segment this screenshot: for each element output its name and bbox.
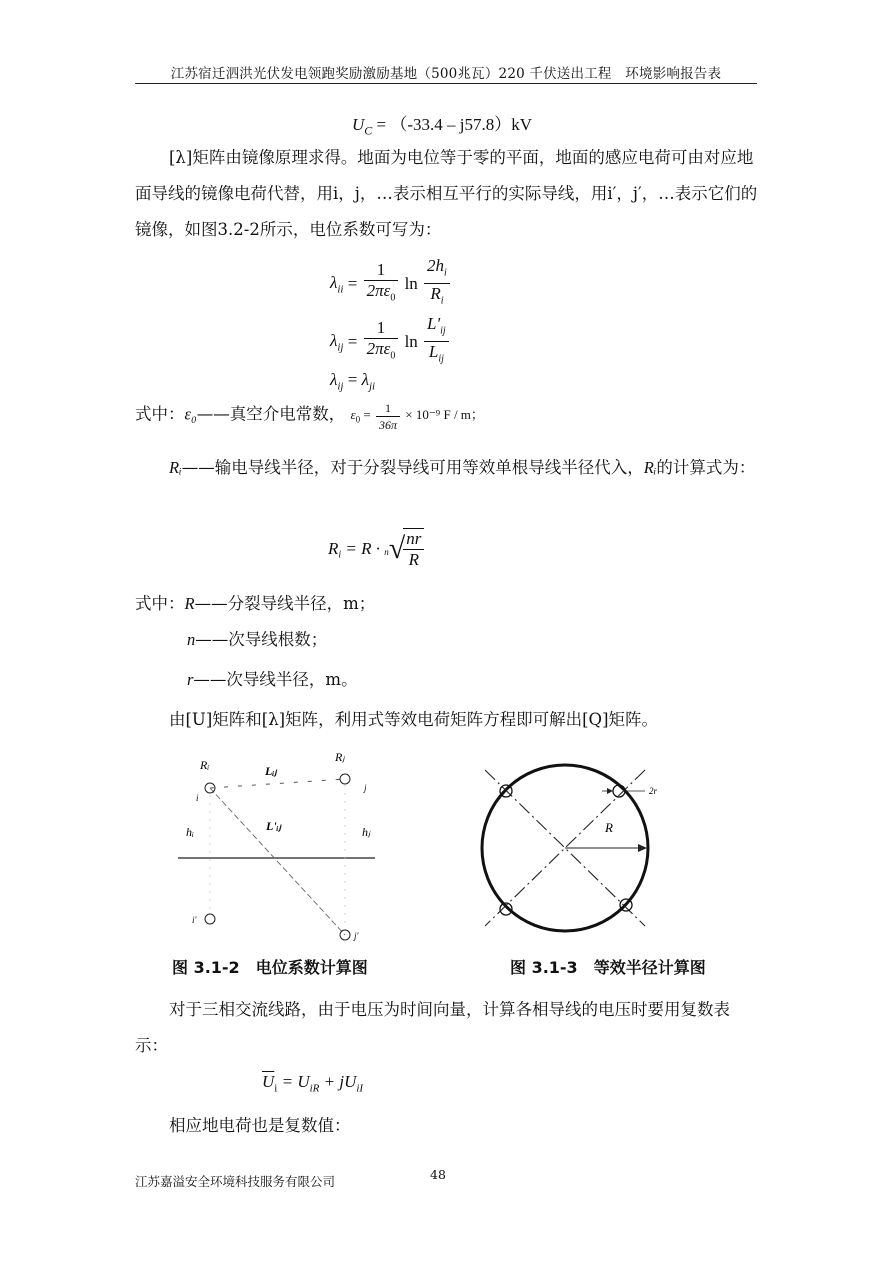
epsilon-prefix: 式中： <box>135 404 185 424</box>
page-number: 48 <box>430 1167 446 1182</box>
epsilon-den: 36π <box>378 418 397 432</box>
fig1-label-lij-prime: L'ᵢⱼ <box>266 819 281 833</box>
lambda-ij-num: 1 <box>364 318 399 339</box>
fig1-label-rj: Rⱼ <box>335 750 345 764</box>
epsilon-desc: ——真空介电常数， <box>196 404 346 424</box>
n-symbol: n <box>187 630 196 649</box>
paragraph-charge: 相应地电荷也是复数值： <box>169 1116 351 1135</box>
ui-plus: + jU <box>323 1072 357 1091</box>
lambda-ij-log-num: L' <box>427 314 441 333</box>
fig1-label-hj: hⱼ <box>362 825 371 839</box>
fig2-label-2r: 2r <box>649 786 658 796</box>
figure-1-caption: 图 3.1-2 电位系数计算图 <box>172 958 368 977</box>
ui-i-sub: iI <box>356 1082 364 1095</box>
ri-symbol-2: Rᵢ <box>643 458 657 477</box>
page-header-title: 江苏宿迁泗洪光伏发电领跑奖励激励基地（500兆瓦）220 千伏送出工程 环境影响报告表 <box>170 66 722 82</box>
equation-lambda-ii: $\lambda_{ii}$ = $\frac{1}{2\pi\varepsilon_0}$ ln $\frac{2h_i}{R_i}$ <box>330 256 452 304</box>
n-desc: ——次导线根数； <box>195 630 328 649</box>
paragraph-ri <box>135 450 759 486</box>
header-rule <box>135 83 757 84</box>
footer-company: 江苏嘉溢安全环境科技服务有限公司 <box>135 1174 336 1189</box>
r-small-symbol: r <box>187 670 194 689</box>
ri-tail: 的计算式为： <box>656 458 756 477</box>
lambda-ij-log-den: L <box>428 342 439 362</box>
paragraph-epsilon: 式中：ε₀——真空介电常数， $\varepsilon_0$ = $\frac{1}{36\pi}$ × 10⁻⁹ F / m； <box>135 401 484 432</box>
figure-equivalent-radius <box>475 758 675 938</box>
paragraph-n <box>187 622 811 658</box>
fig1-label-j-prime: j' <box>354 931 359 941</box>
ri-root-den: R <box>408 550 419 569</box>
r-small-desc: ——次导线半径，m。 <box>193 670 358 689</box>
fig1-label-hi: hᵢ <box>186 825 194 839</box>
epsilon-symbol: ε₀ <box>184 404 197 424</box>
lambda-ii-num: 1 <box>364 260 399 281</box>
ri-symbol: Rᵢ <box>169 458 182 477</box>
equation-lambda-symmetry: $\lambda_{ij} = \lambda_{ji}$ <box>330 370 376 393</box>
equation-ri: $R_i = R \cdot ^n√$ $\frac{nr}{R}$ <box>328 528 426 578</box>
fig1-label-lij: Lᵢⱼ <box>265 764 277 778</box>
r-desc: ——分裂导线半径，m； <box>194 594 376 613</box>
ui-lhs: $\overline{U}$ <box>262 1072 275 1091</box>
fig1-label-i: i <box>196 793 199 803</box>
ri-root-num: nr <box>403 529 424 550</box>
ri-root-index: n <box>384 546 389 557</box>
ri-rhs: = R · <box>345 539 385 558</box>
paragraph-r-small <box>187 662 811 698</box>
uc-subscript: C <box>364 123 373 138</box>
paragraph-lambda-matrix: [λ]矩阵由镜像原理求得。地面为电位等于零的平面，地面的感应电荷可由对应地面导线的镜像电荷代替，用i，j，…表示相互平行的实际导线，用i′，j′，…表示它们的镜像，如图3.2-2所示，电位系数可写为： <box>135 148 758 239</box>
equation-ui: $\overline{U}_i = U_{iR} + jU_{iI}$ <box>262 1072 364 1095</box>
ri-desc: ——输电导线半径，对于分裂导线可用等效单根导线半径代入， <box>181 458 644 477</box>
paragraph-r <box>135 586 759 622</box>
figure-2-caption: 图 3.1-3 等效半径计算图 <box>510 958 706 977</box>
ui-rhs: = U <box>281 1072 310 1091</box>
lambda-ii-log-num: 2h <box>427 256 445 275</box>
lambda-ii-log-den: R <box>430 284 441 304</box>
uc-value: = （-33.4 – j57.8）kV <box>372 115 533 134</box>
ui-r-sub: iR <box>309 1082 320 1095</box>
fig1-label-j: j <box>364 783 367 793</box>
lambda-ij-den: 2πε <box>366 338 391 358</box>
r-prefix: 式中： <box>135 594 185 613</box>
equation-lambda-ij: $\lambda_{ij}$ = $\frac{1}{2\pi\varepsilon_0}$ ln $\frac{L'_{ij}}{L_{ij}}$ <box>330 314 451 362</box>
paragraph-q-matrix: 由[U]矩阵和[λ]矩阵，利用式等效电荷矩阵方程即可解出[Q]矩阵。 <box>169 710 659 729</box>
equation-uc <box>352 110 532 138</box>
fig1-label-i-prime: i' <box>192 915 197 925</box>
epsilon-num: 1 <box>376 400 400 417</box>
uc-symbol: U <box>352 115 365 134</box>
paragraph-three-phase: 对于三相交流线路，由于电压为时间向量，计算各相导线的电压时要用复数表示： <box>135 1000 730 1055</box>
lambda-ii-den: 2πε <box>366 280 391 300</box>
epsilon-tail: × 10⁻⁹ F / m； <box>405 407 484 423</box>
fig2-label-r: R <box>605 820 613 835</box>
r-symbol: R <box>184 594 195 613</box>
figure-potential-coefficient <box>170 745 385 945</box>
ri-lhs: R <box>328 539 339 558</box>
fig1-label-ri: Rᵢ <box>200 758 210 772</box>
